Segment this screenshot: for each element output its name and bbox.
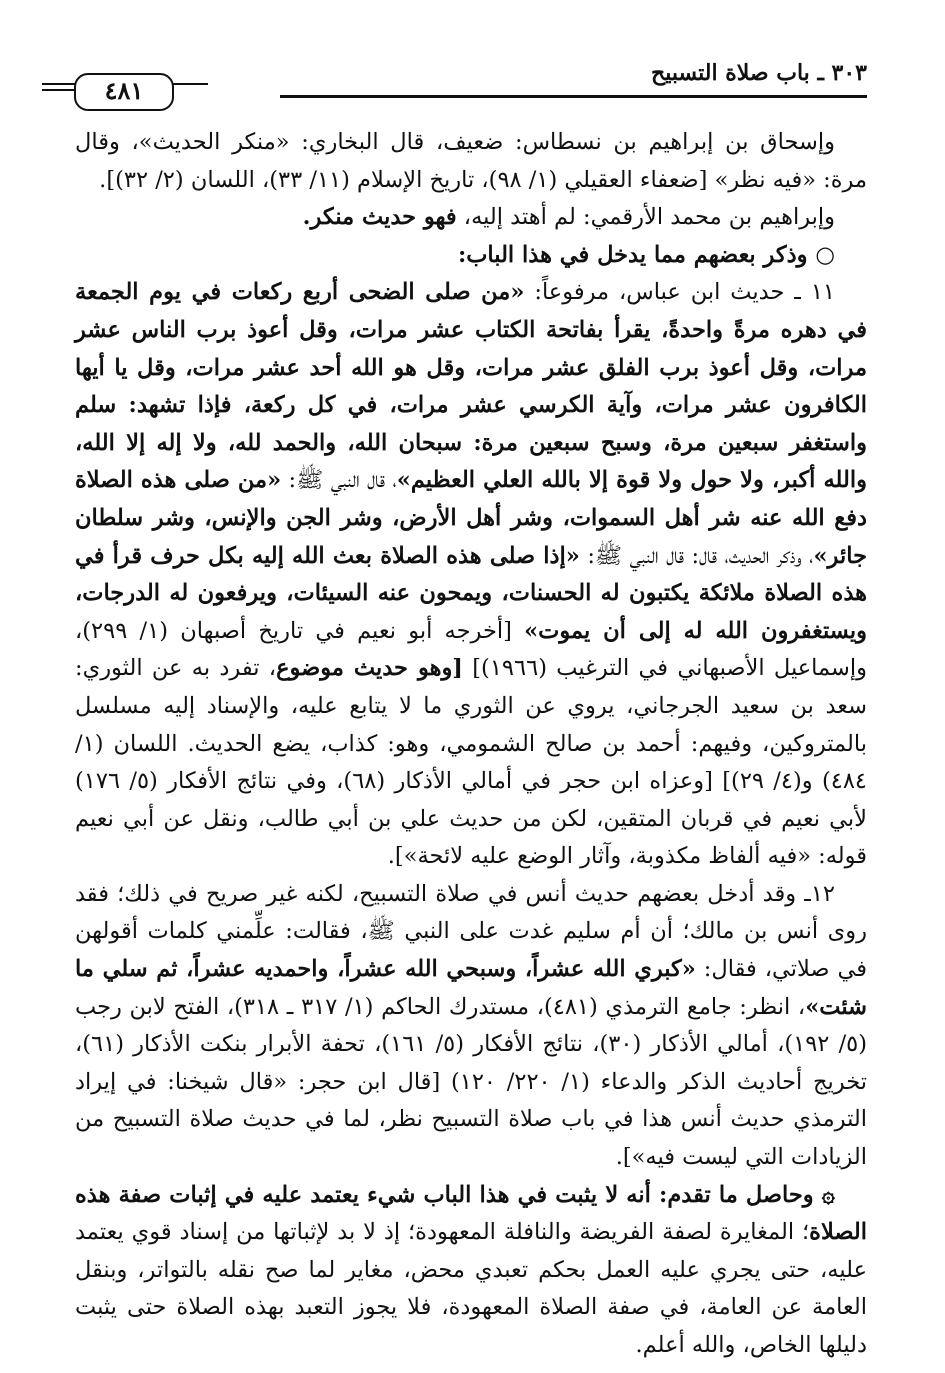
bold-text-segment: «إذا صلى هذه الصلاة بعث الله إليه بكل حرف قرأ في هذه الصلاة ملائكة يكتبون له الحسنات، ويمحون عنه السيئات، ويرفعون له الدرجات، ويستغفرون الله له إلى أن يموت» [75, 542, 867, 644]
bold-text-segment: [وهو حديث موضوع [276, 655, 463, 682]
text-segment: ١٢ـ وقد أدخل بعضهم حديث أنس في صلاة التسبيح، لكنه غير صريح في ذلك؛ فقد روى أنس بن مالك؛ أن أم سليم غدت على النبي ﷺ، فقالت: علِّمني كلمات أقولهن في صلاتي، فقال: [75, 880, 867, 983]
header-rule [280, 95, 867, 98]
bold-text-segment: «كبري الله عشراً، وسبحي الله عشراً، واحمديه عشراً، ثم سلي ما شئت» [75, 956, 867, 1020]
bold-text-segment: ○ وذكر بعضهم مما يدخل في هذا الباب: [457, 241, 835, 268]
page-number-ornament [42, 70, 202, 110]
text-segment: ١١ ـ حديث ابن عباس، مرفوعاً: [524, 279, 836, 306]
text-segment: ، قال النبي ﷺ: [281, 467, 397, 494]
page-number: ٤٨١ [74, 73, 174, 111]
paragraph [75, 1177, 867, 1365]
text-segment: ، انظر: جامع الترمذي (٤٨١)، مستدرك الحاكم (١/ ٣١٧ ـ ٣١٨)، الفتح لابن رجب (٥/ ١٩٢)، أمالي الأذكار (٣٠)، نتائج الأفكار (٥/ ١٦١)، تحفة الأبرار بنكت الأذكار (٦١)، تخريج أحاديث الذكر والدعاء (١/ ٢٢٠/ ١٢٠) [قال ابن حجر: «قال شيخنا: في إيراد الترمذي حديث أنس هذا في باب صلاة التسبيح نظر، لما في حديث صلاة التسبيح من الزيادات التي ليست فيه»]. [75, 993, 868, 1171]
ornament-line-left-2 [42, 89, 76, 91]
paragraph [75, 124, 867, 199]
ornament-line-right [170, 83, 208, 85]
bold-text-segment: فهو حديث منكر. [302, 204, 457, 231]
text-segment: ، تفرد به عن الثوري: سعد بن سعيد الجرجاني، يروي عن الثوري ما لا يتابع عليه، والإسناد إليه مسلسل بالمتروكين، وفيهم: أحمد بن صالح الشمومي، وهو: كذاب، يضع الحديث. اللسان (١/ ٤٨٤) و(٤/ ٢٩)] [وعزاه ابن حجر في أمالي الأذكار (٦٨)، وفي نتائج الأفكار (٥/ ١٧٦) لأبي نعيم في قربان المتقين، لكن من حديث علي بن أبي طالب، ونقل عن أبي نعيم قوله: «فيه ألفاظ مكذوبة، وآثار الوضع عليه لائحة»]. [75, 655, 867, 870]
bold-text-segment: ۞ وحاصل ما تقدم: أنه لا يثبت في هذا الباب شيء يعتمد عليه في إثبات صفة هذه الصلاة [75, 1181, 867, 1246]
bold-text-segment: «من صلى هذه الصلاة دفع الله عنه شر أهل السموات، وشر أهل الأرض، وشر الجن والإنس، وشر سلطان جائر» [75, 467, 867, 569]
page-body [75, 124, 867, 1365]
text-segment: [أخرجه أبو نعيم في تاريخ أصبهان (١/ ٢٩٩)، وإسماعيل الأصبهاني في الترغيب (١٩٦٦)] [75, 617, 867, 682]
ornament-line-left [42, 83, 76, 85]
page-header [80, 50, 867, 105]
chapter-title: ٣٠٣ ـ باب صلاة التسبيح [651, 60, 867, 86]
paragraph [75, 237, 867, 275]
text-segment: وإبراهيم بن محمد الأرقمي: لم أهتد إليه، [456, 204, 835, 231]
text-segment: وإسحاق بن إبراهيم بن نسطاس: ضعيف، قال البخاري: «منكر الحديث»، وقال مرة: «فيه نظر» [ضعفاء العقيلي (١/ ٩٨)، تاريخ الإسلام (١١/ ٣٣)، اللسان (٢/ ٣٢)]. [75, 129, 867, 193]
bold-text-segment: «من صلى الضحى أربع ركعات في يوم الجمعة في دهره مرةً واحدةً، يقرأ بفاتحة الكتاب عشر مرات، وقل أعوذ برب الناس عشر مرات، وقل أعوذ برب الفلق عشر مرات، وقل هو الله أحد عشر مرات، وقل يا أيها الكافرون عشر مرات، وآية الكرسي عشر مرات، في كل ركعة، فإذا تشهد: سلم واستغفر سبعين مرة، وسبح سبعين مرة: سبحان الله، والحمد لله، ولا إله إلا الله، والله أكبر، ولا حول ولا قوة إلا بالله العلي العظيم» [75, 279, 867, 494]
paragraph [75, 199, 867, 237]
paragraph [75, 274, 867, 876]
paragraph [75, 876, 867, 1177]
text-segment: ؛ المغايرة لصفة الفريضة والنافلة المعهودة؛ إذ لا بد لإثباتها من إسناد قوي يعتمد عليه، حتى يجري عليه العمل بحكم تعبدي محض، مغاير لما صح نقله بالتواتر، وبنقل العامة عن العامة، في صفة الصلاة المعهودة، فلا يجوز التعبد بهذه الصلاة حتى يثبت دليلها الخاص، والله أعلم. [75, 1219, 867, 1358]
text-segment: ، وذكر الحديث، قال: قال النبي ﷺ: [579, 542, 814, 569]
